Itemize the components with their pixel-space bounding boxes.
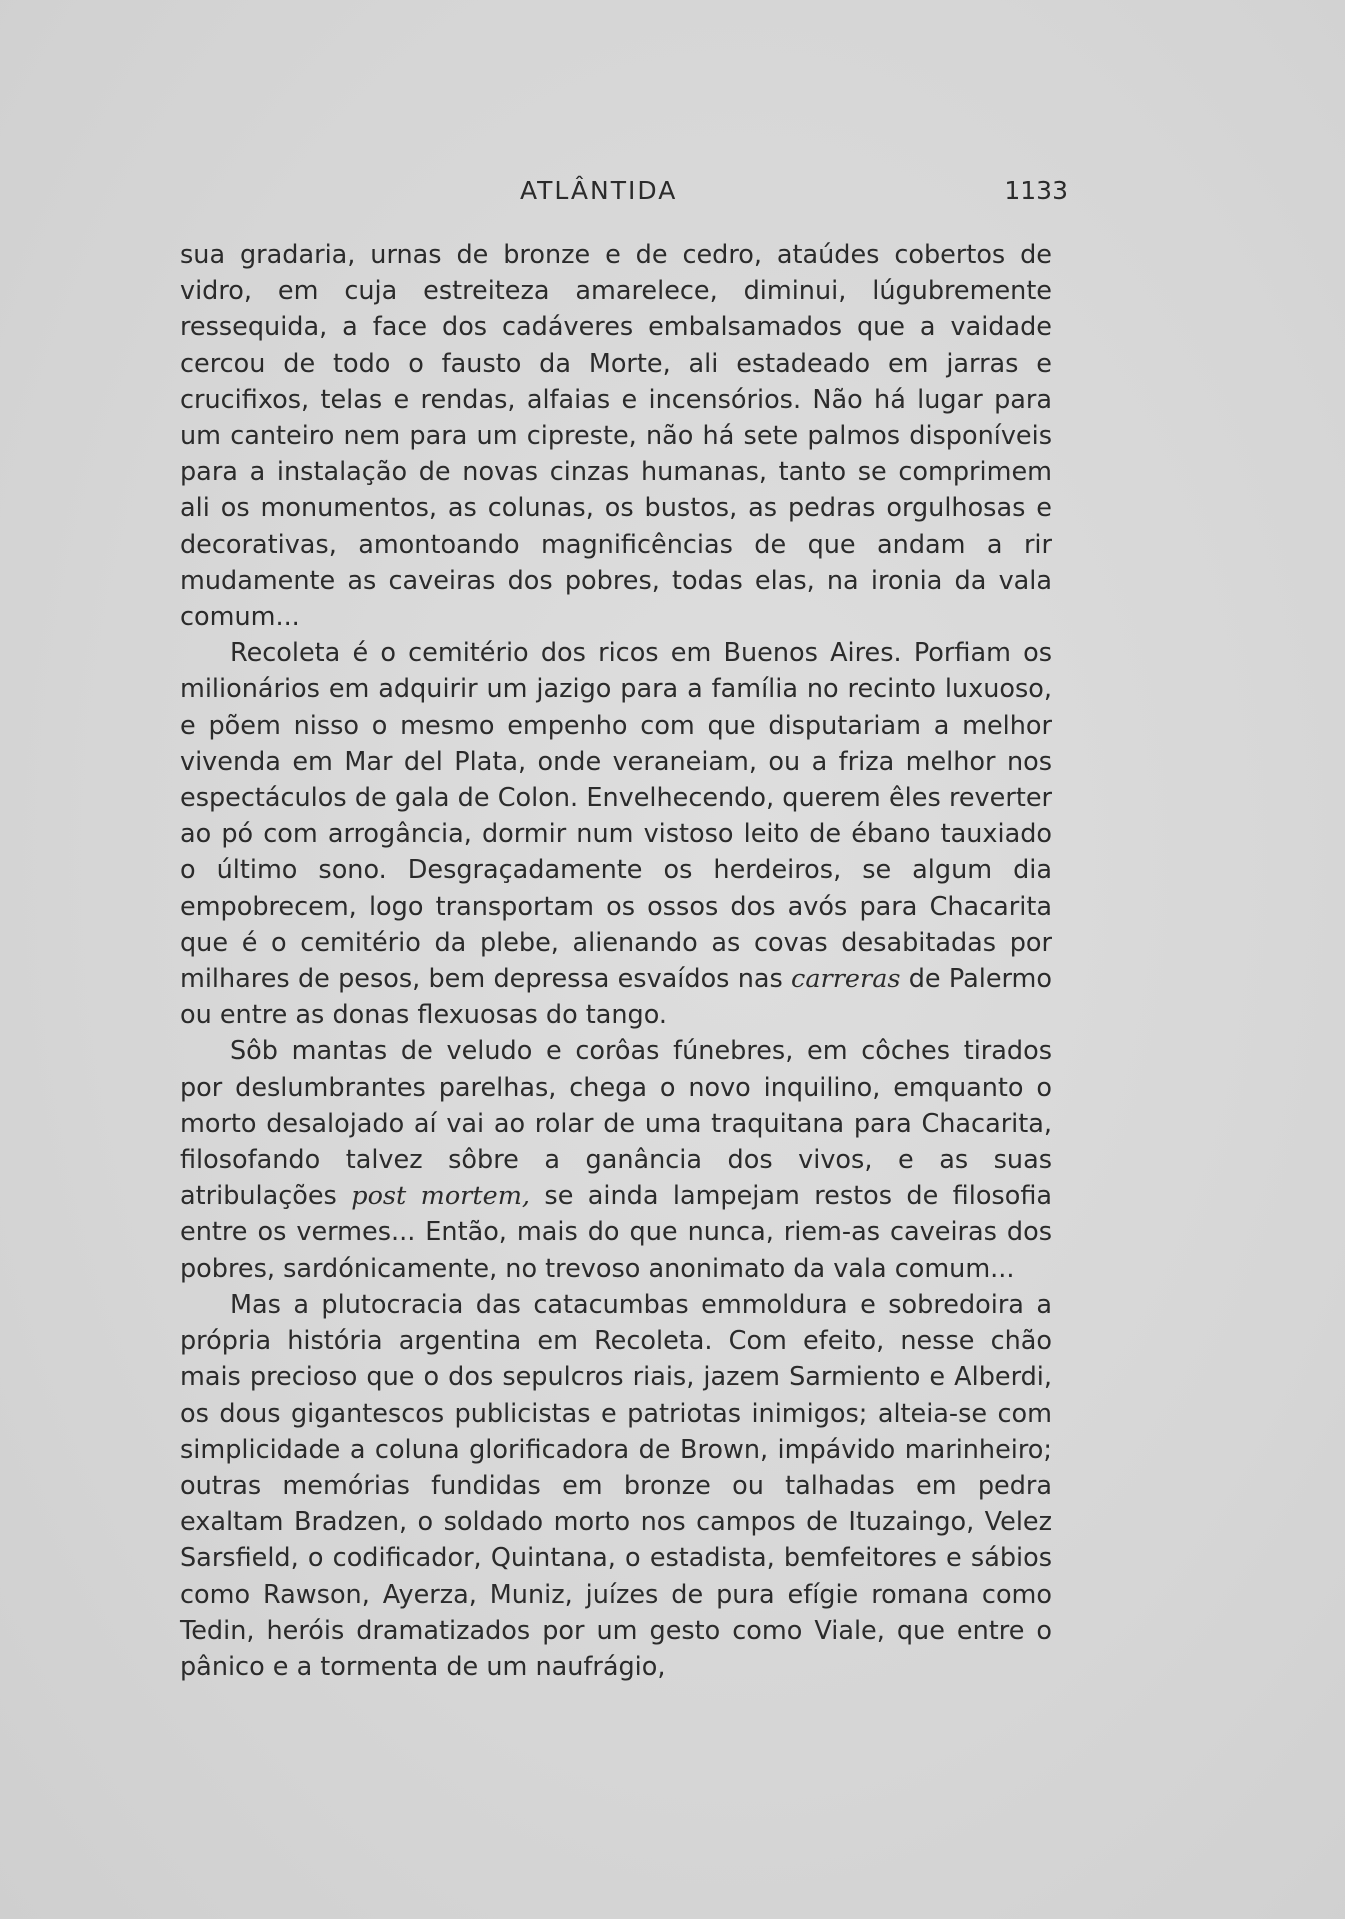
running-head [180,176,1070,216]
page-number: 1133 [1004,176,1068,205]
paragraph-text: Sôb mantas de veludo e corôas fúnebres, em côches tirados por deslumbrantes parelhas, chega o novo inquilino, emquanto o morto desalojado aí vai ao rolar de uma traquitana para Chacarita, filosofando talvez sôbre a ganância dos vivos, e as suas atribulações [180,1036,1052,1212]
paragraph-1 [180,237,1052,635]
paragraph-2 [180,635,1052,1033]
paragraph-4 [180,1287,1052,1685]
paragraph-text: se ainda lampejam restos de filosofia entre os vermes... Então, mais do que nunca, riem-as caveiras dos pobres, sardónicamente, no trevoso anonimato da vala comum... [180,1181,1053,1284]
body-text [180,237,1052,1685]
italic-term: carreras [791,964,901,995]
paragraph-text: Recoleta é o cemitério dos ricos em Buenos Aires. Porfiam os milionários em adquirir um jazigo para a família no recinto luxuoso, e põem nisso o mesmo empenho com que disputariam a melhor vivenda em Mar del Plata, onde veraneiam, ou a friza melhor nos espectáculos de gala de Colon. Envelhecendo, querem êles reverter ao pó com arrogância, dormir num vistoso leito de ébano tauxiado o último sono. Desgraçadamente os herdeiros, se algum dia empobrecem, logo transportam os ossos dos avós para Chacarita que é o cemitério da plebe, alienando as covas desabitadas por milhares de pesos, bem depressa esvaídos nas [180,638,1052,995]
running-title: ATLÂNTIDA [520,176,678,205]
paragraph-text: sua gradaria, urnas de bronze e de cedro, ataúdes cobertos de vidro, em cuja estreiteza amarelece, diminui, lúgubremente ressequida, a face dos cadáveres embalsamados que a vaidade cercou de todo o fausto da Morte, ali estadeado em jarras e crucifixos, telas e rendas, alfaias e incensórios. Não há lugar para um canteiro nem para um cipreste, não há sete palmos disponíveis para a instalação de novas cinzas humanas, tanto se comprimem ali os monumentos, as colunas, os bustos, as pedras orgulhosas e decorativas, amontoando magnificências de que andam a rir mudamente as caveiras dos pobres, todas elas, na ironia da vala comum... [180,240,1052,633]
italic-term: post mortem, [351,1181,531,1212]
paragraph-3 [180,1033,1052,1286]
paragraph-text: de Palermo ou entre as donas flexuosas do tango. [180,964,1052,1031]
paragraph-text: Mas a plutocracia das catacumbas emmoldura e sobredoira a própria história argentina em Recoleta. Com efeito, nesse chão mais precioso que o dos sepulcros riais, jazem Sarmiento e Alberdi, os dous gigantescos publicistas e patriotas inimigos; alteia-se com simplicidade a coluna glorificadora de Brown, impávido marinheiro; outras memórias fundidas em bronze ou talhadas em pedra exaltam Bradzen, o soldado morto nos campos de Ituzaingo, Velez Sarsfield, o codificador, Quintana, o estadista, bemfeitores e sábios como Rawson, Ayerza, Muniz, juízes de pura efígie romana como Tedin, heróis dramatizados por um gesto como Viale, que entre o pânico e a tormenta de um naufrágio, [180,1289,1052,1682]
